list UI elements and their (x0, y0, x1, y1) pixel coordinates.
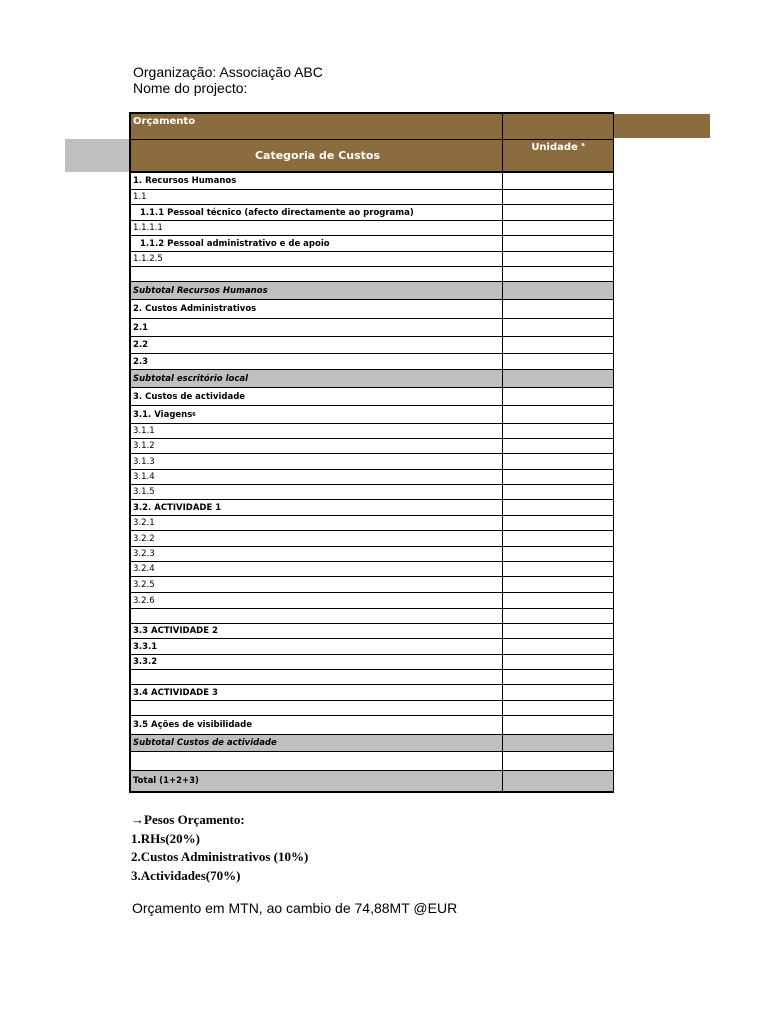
row-unidade-cell (503, 735, 613, 751)
row-category-cell (131, 439, 503, 453)
row-unidade-cell (503, 267, 613, 281)
row-unidade-cell (503, 221, 613, 235)
row-category-label: 3.1.1 (133, 426, 155, 436)
table-body (131, 173, 613, 791)
row-unidade-cell (503, 485, 613, 499)
row-category-cell (131, 173, 503, 189)
table-row (131, 190, 613, 205)
grey-margin-block (65, 139, 129, 172)
table-row (131, 388, 613, 406)
header-band-extension (612, 114, 710, 138)
table-subtotal-row (131, 735, 613, 752)
table-row (131, 531, 613, 547)
row-unidade-cell (503, 593, 613, 608)
row-category-label: 3.2.4 (133, 564, 155, 574)
row-unidade-cell (503, 439, 613, 453)
budget-table (129, 112, 614, 793)
row-category-cell (131, 252, 503, 266)
table-row (131, 300, 613, 319)
row-category-label: 3.2.3 (133, 549, 155, 559)
table-row (131, 236, 613, 252)
row-category-label: 3.3.1 (133, 641, 158, 652)
row-category-cell (131, 388, 503, 405)
row-category-cell (131, 221, 503, 235)
column-header-categoria: Categoria de Custos (131, 140, 503, 171)
row-category-label: 3.1.5 (133, 487, 155, 497)
row-category-label: 3.2.5 (133, 579, 155, 590)
row-category-cell (131, 547, 503, 561)
row-category-label: 3.1.4 (133, 472, 155, 482)
table-row (131, 670, 613, 685)
row-category-cell (131, 319, 503, 336)
table-row (131, 454, 613, 470)
row-unidade-cell (503, 424, 613, 438)
row-unidade-cell (503, 173, 613, 189)
row-category-label: Subtotal escritório local (133, 373, 249, 384)
pesos-item: 2.Custos Administrativos (10%) (131, 849, 309, 864)
row-unidade-cell (503, 406, 613, 423)
row-category-cell (131, 205, 503, 220)
table-row (131, 577, 613, 593)
row-category-cell (131, 470, 503, 484)
row-category-label: 3.5 Ações de visibilidade (133, 720, 252, 730)
table-row (131, 424, 613, 439)
row-category-label: 3.2.1 (133, 518, 155, 528)
unidade-footnote-marker: a (581, 142, 585, 148)
table-subtotal-row (131, 282, 613, 300)
row-category-cell (131, 531, 503, 546)
row-unidade-cell (503, 562, 613, 576)
row-category-cell (131, 577, 503, 592)
row-category-cell (131, 701, 503, 715)
table-row (131, 267, 613, 282)
row-category-label: Subtotal Recursos Humanos (133, 285, 268, 296)
row-category-label: 1.1.2 Pessoal administrativo e de apoio (140, 238, 330, 249)
row-category-cell (131, 624, 503, 638)
row-category-label: 1.1 (133, 192, 147, 202)
row-unidade-cell (503, 236, 613, 251)
pesos-item: 1.RHs(20%) (131, 830, 200, 846)
row-category-label: 2.1 (133, 322, 149, 333)
row-category-cell (131, 685, 503, 700)
row-category-label: 1.1.1 Pessoal técnico (afecto directamente ao programa) (140, 207, 414, 218)
row-unidade-cell (503, 716, 613, 734)
row-category-label: 3. Custos de actividade (133, 391, 246, 402)
row-category-label: 2. Custos Administrativos (133, 304, 257, 314)
row-unidade-cell (503, 300, 613, 318)
table-row (131, 500, 613, 516)
row-category-label: 3.3 ACTIVIDADE 2 (133, 626, 218, 636)
row-category-cell (131, 370, 503, 387)
row-unidade-cell (503, 685, 613, 700)
table-row (131, 624, 613, 639)
row-unidade-cell (503, 771, 613, 791)
table-row (131, 337, 613, 354)
table-row (131, 547, 613, 562)
row-category-label: 3.3.2 (133, 657, 158, 667)
table-row (131, 701, 613, 716)
row-unidade-cell (503, 470, 613, 484)
row-unidade-cell (503, 454, 613, 469)
table-row (131, 716, 613, 735)
row-unidade-cell (503, 577, 613, 592)
table-row (131, 593, 613, 609)
table-row (131, 221, 613, 236)
pesos-orcamento (131, 811, 308, 885)
row-unidade-cell (503, 388, 613, 405)
row-category-cell (131, 593, 503, 608)
row-category-cell (131, 424, 503, 438)
table-row (131, 173, 613, 190)
row-category-cell (131, 454, 503, 469)
row-category-cell (131, 354, 503, 369)
row-category-cell (131, 267, 503, 281)
row-category-label: 3.4 ACTIVIDADE 3 (133, 687, 218, 698)
row-category-cell (131, 190, 503, 204)
pesos-title: →Pesos Orçamento: (131, 812, 245, 827)
row-category-cell (131, 670, 503, 684)
row-unidade-cell (503, 701, 613, 715)
row-category-cell (131, 406, 503, 423)
row-category-cell (131, 500, 503, 515)
row-category-cell (131, 300, 503, 318)
table-row (131, 439, 613, 454)
row-category-label: Total (1+2+3) (133, 776, 199, 786)
row-unidade-cell (503, 547, 613, 561)
row-unidade-cell (503, 252, 613, 266)
table-title: Orçamento (131, 114, 503, 139)
table-subtotal-row (131, 771, 613, 791)
row-unidade-cell (503, 516, 613, 530)
table-row (131, 516, 613, 531)
table-row (131, 205, 613, 221)
row-category-label: 1.1.2.5 (133, 254, 163, 264)
row-category-label: 3.2.6 (133, 595, 155, 606)
row-category-cell (131, 282, 503, 299)
table-row (131, 252, 613, 267)
table-column-header-row (131, 140, 613, 173)
row-unidade-cell (503, 354, 613, 369)
row-category-cell (131, 639, 503, 654)
row-unidade-cell (503, 282, 613, 299)
row-category-label: 3.1.3 (133, 456, 155, 467)
row-category-cell (131, 236, 503, 251)
row-category-label: 2.3 (133, 356, 149, 367)
table-row (131, 319, 613, 337)
row-category-cell (131, 735, 503, 751)
table-row (131, 639, 613, 655)
table-row (131, 406, 613, 424)
row-category-cell (131, 485, 503, 499)
organization-line: Organização: Associação ABC (133, 64, 323, 80)
table-row (131, 685, 613, 701)
row-category-label: 2.2 (133, 340, 149, 350)
row-unidade-cell (503, 531, 613, 546)
row-unidade-cell (503, 670, 613, 684)
column-header-unidade: Unidade $^a$ (531, 142, 585, 153)
row-unidade-cell (503, 609, 613, 623)
table-row (131, 485, 613, 500)
row-category-cell (131, 516, 503, 530)
table-subtotal-row (131, 370, 613, 388)
row-category-cell (131, 655, 503, 669)
table-row (131, 752, 613, 771)
pesos-item: 3.Actividades(70%) (131, 867, 241, 883)
row-unidade-cell (503, 370, 613, 387)
row-category-cell (131, 562, 503, 576)
row-category-cell (131, 337, 503, 353)
row-category-label: Subtotal Custos de actividade (133, 738, 277, 748)
table-row (131, 470, 613, 485)
table-row (131, 354, 613, 370)
row-unidade-cell (503, 319, 613, 336)
row-unidade-cell (503, 205, 613, 220)
table-title-row (131, 114, 613, 140)
row-category-label: 1.1.1.1 (133, 223, 163, 233)
exchange-rate-note: Orçamento em MTN, ao cambio de 74,88MT @EUR (132, 900, 458, 916)
row-category-label: 3.2. ACTIVIDADE 1 (133, 502, 222, 513)
project-name-line: Nome do projecto: (133, 80, 248, 96)
document-header (133, 64, 323, 96)
row-category-cell (131, 609, 503, 623)
row-category-cell (131, 716, 503, 734)
table-row (131, 609, 613, 624)
table-row (131, 562, 613, 577)
row-category-label: 3.1.2 (133, 441, 155, 451)
row-unidade-cell (503, 655, 613, 669)
row-category-label: 3.2.2 (133, 533, 155, 544)
row-category-cell (131, 752, 503, 770)
row-category-label: 1. Recursos Humanos (133, 176, 237, 186)
row-unidade-cell (503, 639, 613, 654)
row-unidade-cell (503, 500, 613, 515)
row-category-cell (131, 771, 503, 791)
row-unidade-cell (503, 624, 613, 638)
row-unidade-cell (503, 752, 613, 770)
row-unidade-cell (503, 337, 613, 353)
footnote-marker: 6 (192, 411, 196, 418)
row-unidade-cell (503, 190, 613, 204)
row-category-label: 3.1. Viagens (133, 409, 193, 420)
table-row (131, 655, 613, 670)
